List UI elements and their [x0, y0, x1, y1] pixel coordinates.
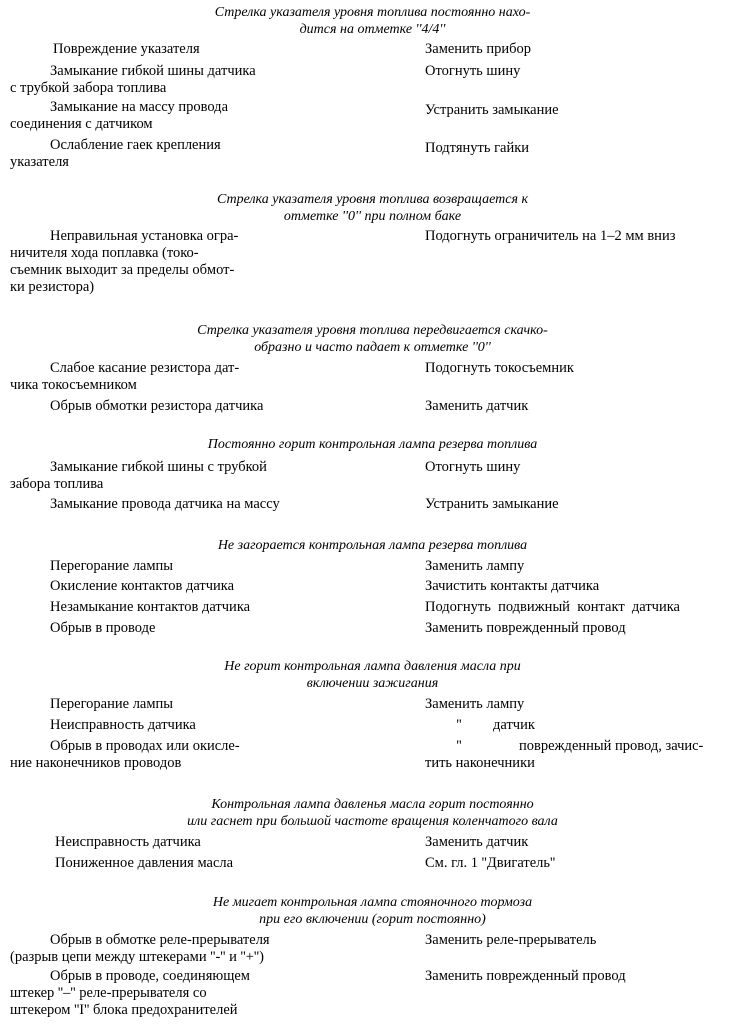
- cause: [53, 41, 318, 58]
- section-heading: [0, 436, 735, 453]
- remedy: Заменить реле-прерыватель: [425, 932, 597, 948]
- text-line: Стрелка указателя уровня топлива постоянно нахо-: [214, 5, 531, 20]
- text-line: датчик: [493, 717, 535, 733]
- section-heading: [0, 796, 735, 830]
- remedy: Отогнуть шину: [425, 459, 521, 475]
- cause: [50, 599, 315, 616]
- text-line: Замыкание провода датчика на массу: [50, 496, 280, 512]
- text-line: указателя: [10, 154, 69, 170]
- text-line: тить наконечники: [425, 755, 535, 771]
- section-fuel-gauge-full: [0, 4, 735, 38]
- text-line: Окисление контактов датчика: [50, 578, 235, 594]
- text-line: чика токосъемником: [10, 377, 137, 393]
- cause: [50, 717, 315, 734]
- section-heading: [0, 658, 735, 692]
- remedy: Отогнуть шину: [425, 63, 521, 79]
- remedy: Подогнуть ограничитель на 1–2 мм вниз: [425, 228, 676, 244]
- section-heading: [0, 537, 735, 554]
- text-line: ние наконечников проводов: [10, 755, 182, 771]
- text-line: образно и часто падает к отметке ''0'': [254, 340, 491, 355]
- text-line: штекер ''–'' реле-прерывателя со: [10, 985, 207, 1001]
- text-line: Замыкание на массу провода: [50, 99, 229, 115]
- cause: [50, 620, 315, 637]
- text-line: Замыкание гибкой шины с трубкой: [50, 459, 267, 475]
- cause: [10, 99, 275, 133]
- text-line: поврежденный провод, зачис-: [519, 738, 704, 754]
- text-line: Перегорание лампы: [50, 558, 174, 574]
- cause: [10, 738, 275, 772]
- section-heading: [0, 191, 735, 225]
- text-line: отметке ''0'' при полном баке: [283, 209, 462, 224]
- text-line: Обрыв в проводах или окисле-: [50, 738, 240, 754]
- section-parking-brake-lamp: [0, 894, 735, 928]
- text-line: дится на отметке ''4/4'': [299, 22, 446, 37]
- ditto-mark: '': [456, 717, 462, 733]
- section-heading: [0, 4, 735, 38]
- text-line: Замыкание гибкой шины датчика: [50, 63, 256, 79]
- cause: [10, 398, 275, 415]
- text-line: Незамыкание контактов датчика: [50, 599, 251, 615]
- text-line: (разрыв цепи между штекерами ''-'' и ''+''): [10, 949, 264, 965]
- text-line: Не горит контрольная лампа давления масла при: [224, 659, 521, 674]
- cause: [55, 855, 320, 872]
- text-line: или гаснет при большой частоте вращения коленчатого вала: [187, 814, 558, 829]
- section-heading: [0, 894, 735, 928]
- ditto-mark: '': [456, 738, 462, 754]
- remedy: Заменить поврежденный провод: [425, 620, 626, 636]
- text-line: Обрыв в проводе, соединяющем: [50, 968, 250, 984]
- text-line: забора топлива: [10, 476, 104, 492]
- cause: [10, 360, 275, 394]
- cause: [55, 834, 320, 851]
- remedy: Подогнуть токосъемник: [425, 360, 574, 376]
- remedy: Устранить замыкание: [425, 102, 559, 118]
- text-line: Постоянно горит контрольная лампа резерва топлива: [207, 437, 538, 452]
- text-line: Ослабление гаек крепления: [50, 137, 221, 153]
- cause: [50, 558, 315, 575]
- text-line: Повреждение указателя: [53, 41, 200, 57]
- section-oil-lamp-constant: [0, 796, 735, 830]
- section-heading: [0, 322, 735, 356]
- text-line: при его включении (горит постоянно): [259, 912, 486, 927]
- remedy: Заменить лампу: [425, 558, 525, 574]
- remedy: [425, 717, 735, 734]
- section-reserve-lamp-off: [0, 537, 735, 554]
- section-fuel-gauge-jumps: [0, 322, 735, 356]
- remedy: Заменить датчик: [425, 834, 529, 850]
- cause: [10, 968, 275, 1019]
- cause: [10, 228, 275, 296]
- text-line: Пониженное давления масла: [55, 855, 234, 871]
- text-line: Слабое касание резистора дат-: [50, 360, 240, 376]
- text-line: с трубкой забора топлива: [10, 80, 167, 96]
- text-line: ки резистора): [10, 279, 95, 295]
- cause: [10, 932, 275, 966]
- text-line: Обрыв в обмотке реле-прерывателя: [50, 932, 270, 948]
- cause: [50, 696, 315, 713]
- remedy: Заменить лампу: [425, 696, 525, 712]
- text-line: Стрелка указателя уровня топлива возвращается к: [216, 192, 529, 207]
- cause: [10, 63, 275, 97]
- text-line: Контрольная лампа давленья масла горит постоянно: [211, 797, 534, 812]
- text-line: Неправильная установка огра-: [50, 228, 239, 244]
- text-line: включении зажигания: [306, 676, 439, 691]
- remedy: См. гл. 1 ''Двигатель'': [425, 855, 556, 871]
- remedy: Заменить датчик: [425, 398, 529, 414]
- cause: [10, 459, 275, 493]
- remedy: Подогнуть подвижный контакт датчика: [425, 599, 680, 615]
- remedy: Подтянуть гайки: [425, 140, 530, 156]
- text-line: Не мигает контрольная лампа стояночного тормоза: [212, 895, 533, 910]
- remedy: Заменить прибор: [425, 41, 532, 57]
- section-fuel-gauge-zero: [0, 191, 735, 225]
- cause: [10, 496, 280, 513]
- cause: [50, 578, 315, 595]
- text-line: Стрелка указателя уровня топлива передвигается скачко-: [197, 323, 548, 338]
- section-oil-lamp-off: [0, 658, 735, 692]
- text-line: Перегорание лампы: [50, 696, 174, 712]
- section-reserve-lamp-on: [0, 436, 735, 453]
- text-line: Не загорается контрольная лампа резерва топлива: [217, 538, 528, 553]
- text-line: Обрыв обмотки резистора датчика: [50, 398, 264, 414]
- text-line: штекером ''I'' блока предохранителей: [10, 1002, 238, 1018]
- text-line: съемник выходит за пределы обмот-: [10, 262, 235, 278]
- remedy: Зачистить контакты датчика: [425, 578, 600, 594]
- text-line: Обрыв в проводе: [50, 620, 156, 636]
- text-line: ничителя хода поплавка (токо-: [10, 245, 199, 261]
- remedy: [425, 738, 735, 772]
- remedy: Устранить замыкание: [425, 496, 559, 512]
- text-line: соединения с датчиком: [10, 116, 153, 132]
- remedy: Заменить поврежденный провод: [425, 968, 626, 984]
- cause: [10, 137, 275, 171]
- text-line: Неисправность датчика: [55, 834, 201, 850]
- text-line: Неисправность датчика: [50, 717, 196, 733]
